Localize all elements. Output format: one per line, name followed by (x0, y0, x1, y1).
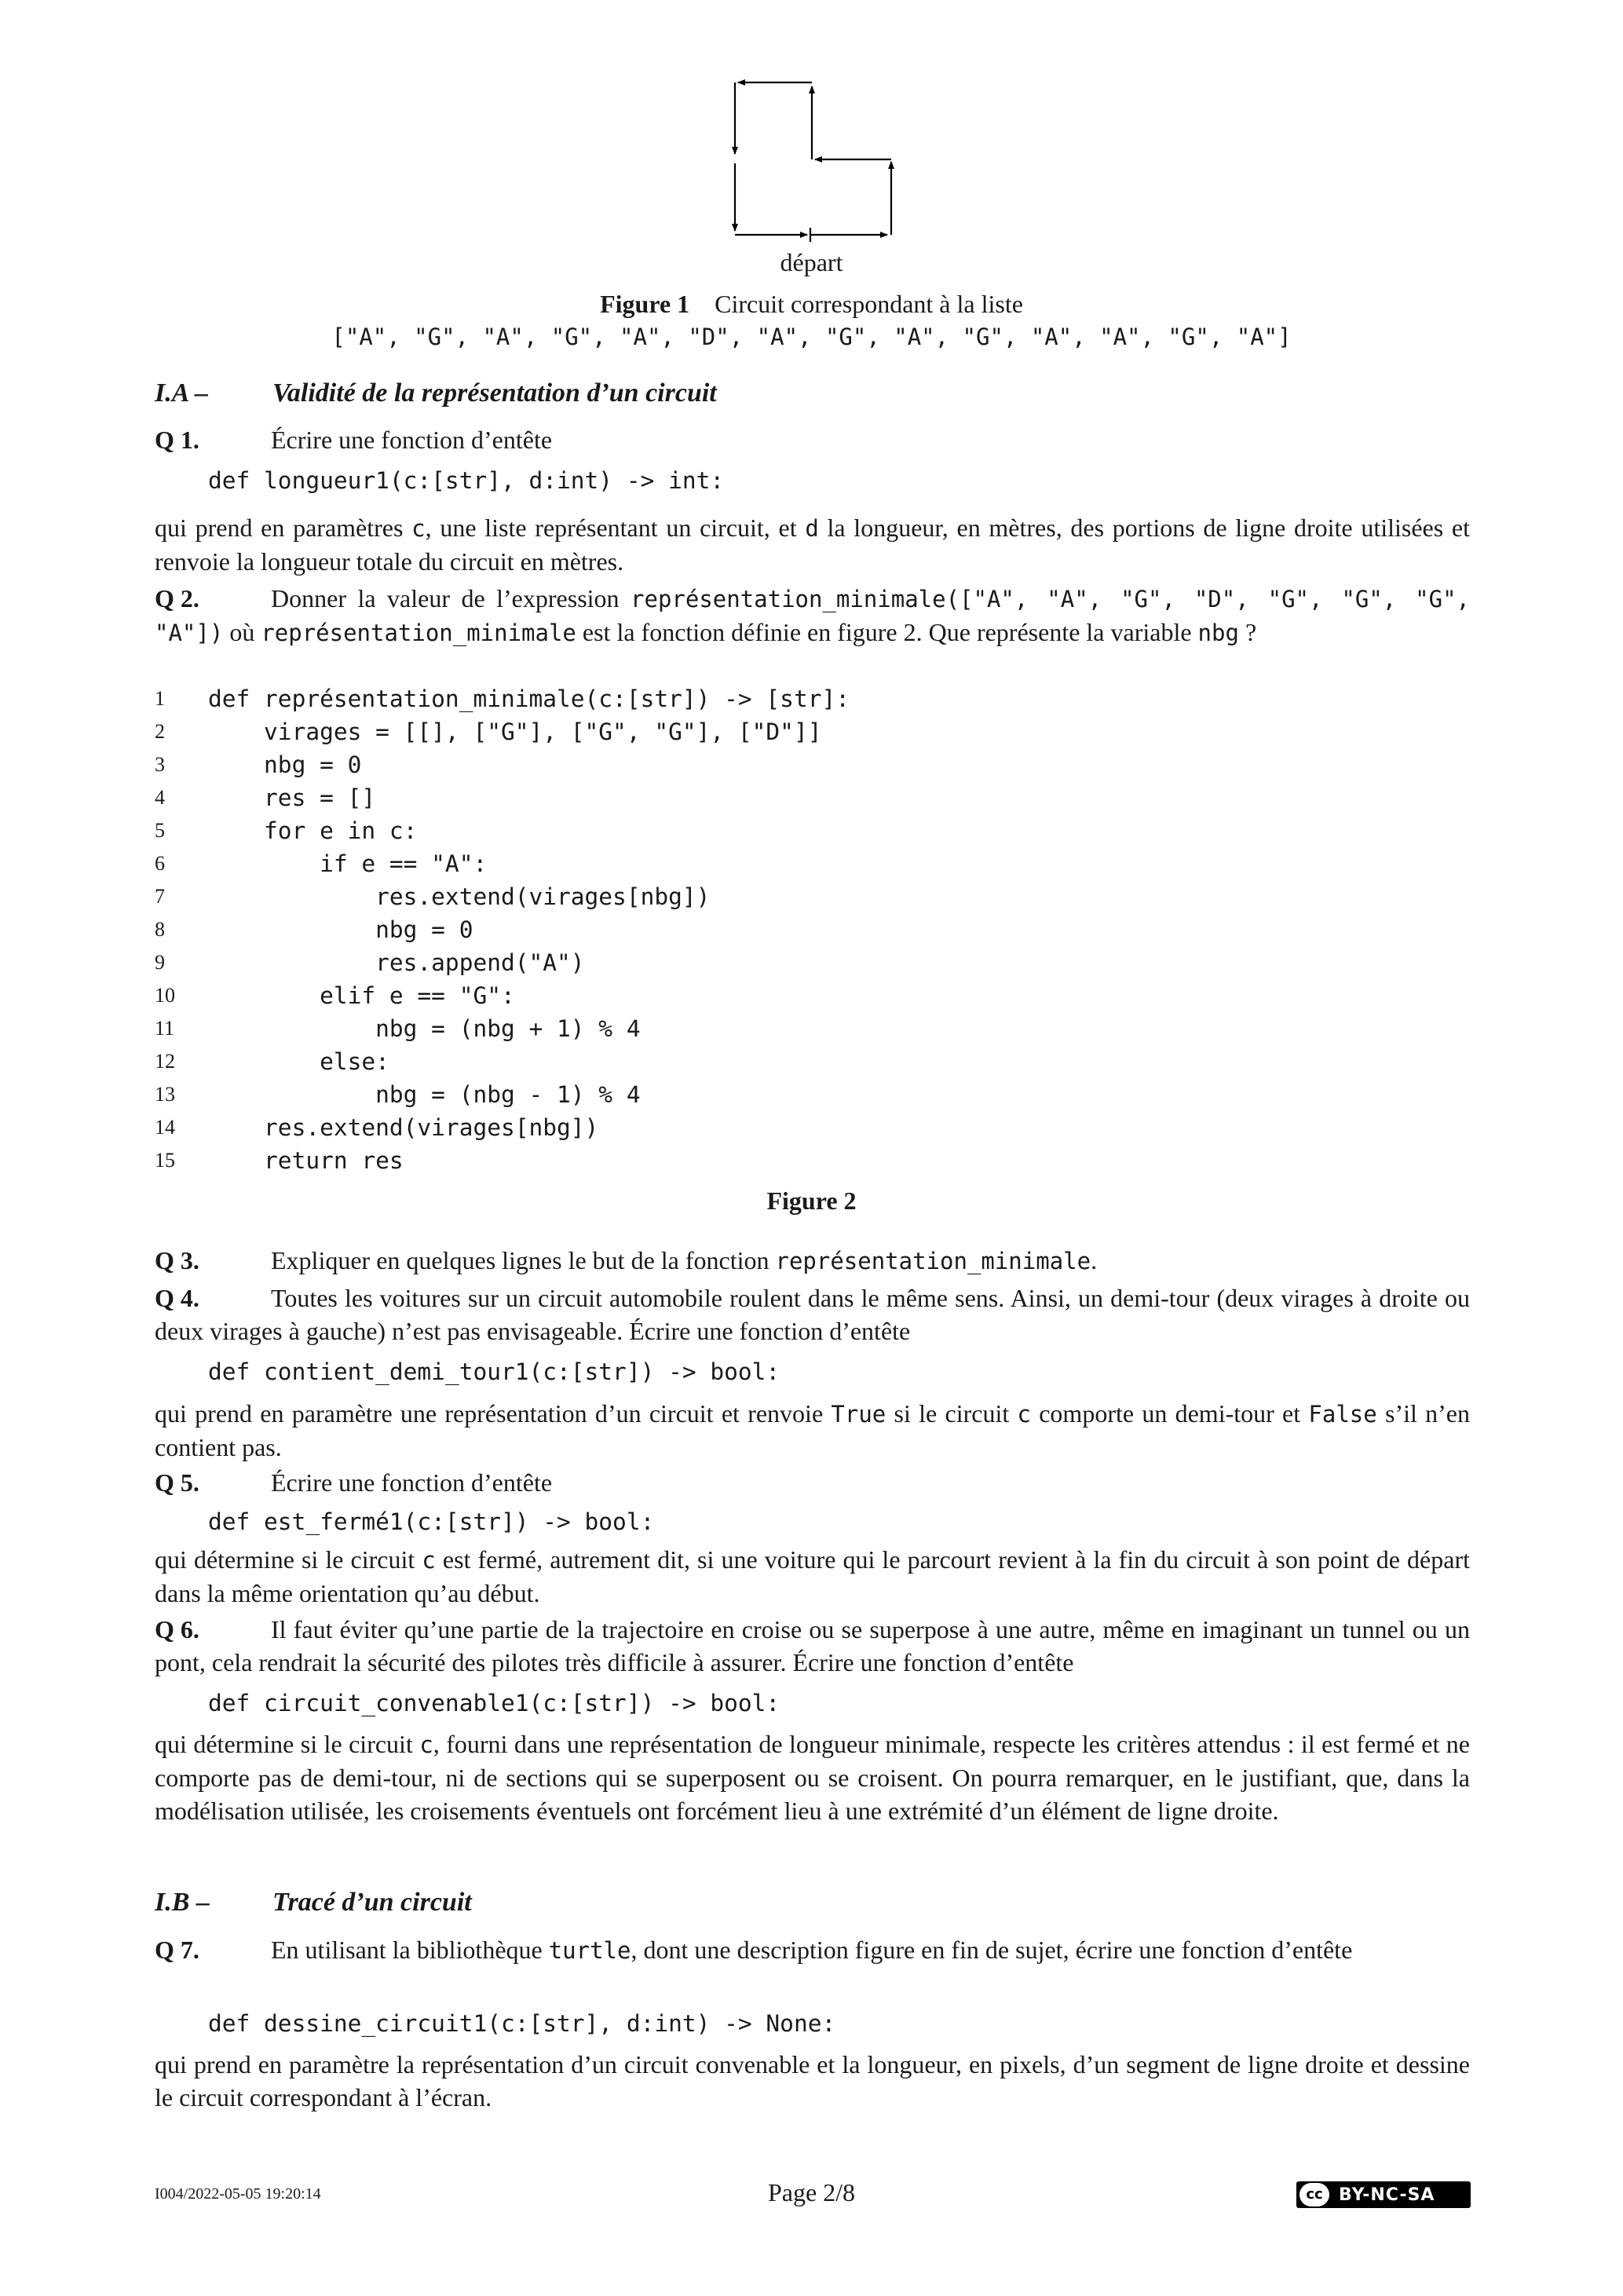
line-number: 13 (155, 1083, 175, 1106)
code-line: nbg = 0 (208, 751, 362, 778)
inline-code: c (419, 1731, 433, 1758)
depart-label: départ (780, 248, 843, 276)
code-line: def représentation_minimale(c:[str]) -> [str]: (208, 686, 850, 712)
line-number: 9 (155, 951, 165, 974)
text: qui détermine si le circuit (155, 1545, 422, 1574)
line-number: 1 (155, 687, 165, 710)
figure2-caption: Figure 2 (766, 1186, 857, 1215)
line-number: 3 (155, 753, 165, 776)
page-number: Page 2/8 (767, 2178, 856, 2206)
code-line: nbg = (nbg + 1) % 4 (208, 1015, 641, 1042)
q4-description (155, 1397, 1470, 1464)
code-line: return res (208, 1147, 404, 1174)
question-text: Écrire une fonction d’entête (271, 1468, 553, 1497)
line-number: 14 (155, 1116, 175, 1139)
text: la longueur, en mètres, des portions de ligne droite utilisées et renvoie la longueur totale du circuit en mètres. (155, 514, 1471, 576)
section-heading-IA (155, 378, 717, 408)
q5-signature: def est_fermé1(c:[str]) -> bool: (208, 1508, 655, 1535)
line-number: 12 (155, 1050, 175, 1073)
section-title: Validité de la représentation d’un circuit (272, 378, 717, 408)
code-line: if e == "A": (208, 850, 488, 877)
figure1-caption-title: Figure 1 (600, 290, 690, 318)
inline-code: False (1308, 1401, 1377, 1428)
inline-code: c (422, 1547, 436, 1574)
code-line: res.append("A") (208, 949, 585, 976)
cc-logo-icon: cc (1299, 2183, 1329, 2206)
text: , une liste représentant un circuit, et (425, 514, 806, 542)
question-label: Q 6. (155, 1615, 199, 1643)
footer-id: I004/2022-05-05 19:20:14 (155, 2185, 321, 2203)
code-line: nbg = (nbg - 1) % 4 (208, 1081, 641, 1108)
code-line: res.extend(virages[nbg]) (208, 883, 711, 910)
question-label: Q 4. (155, 1284, 199, 1312)
figure1-caption (0, 287, 1623, 320)
q1-signature: def longueur1(c:[str], d:int) -> int: (208, 467, 725, 494)
question-5 (155, 1466, 1470, 1499)
inline-code: représentation_minimale (261, 620, 576, 646)
line-number: 4 (155, 786, 165, 809)
section-number: I.B – (155, 1888, 210, 1917)
line-number: 15 (155, 1149, 175, 1172)
q6-signature: def circuit_convenable1(c:[str]) -> bool: (208, 1690, 780, 1717)
text: qui prend en paramètres (155, 514, 412, 542)
question-label: Q 3. (155, 1246, 199, 1274)
text: où (223, 618, 261, 646)
question-label: Q 5. (155, 1468, 199, 1497)
text: si le circuit (886, 1399, 1018, 1428)
line-number: 6 (155, 852, 165, 875)
text: comporte un demi-tour et (1030, 1399, 1309, 1428)
text: est fermé, autrement dit, si une voiture qui le parcourt revient à la fin du circuit à son point de départ dans la même orientation qu’au début. (155, 1545, 1471, 1607)
code-line: res = [] (208, 784, 376, 811)
text: Donner la valeur de l’expression (271, 584, 631, 612)
q5-description (155, 1543, 1470, 1610)
inline-code: représentation_minimale (775, 1248, 1091, 1274)
code-line: for e in c: (208, 817, 418, 844)
section-title: Tracé d’un circuit (272, 1888, 472, 1917)
question-6 (155, 1613, 1470, 1679)
q7-description: qui prend en paramètre la représentation d’un circuit convenable et la longueur, en pixels, d’un segment de ligne droite et dessine le circuit correspondant à l’écran. (155, 2050, 1470, 2111)
question-1 (155, 423, 1470, 456)
text: Toutes les voitures sur un circuit automobile roulent dans le même sens. Ainsi, un demi-tour (deux virages à droite ou deux virages à gauche) n’est pas envisageable. Écrire une fonction d’entête (155, 1284, 1470, 1345)
line-number: 11 (155, 1017, 175, 1040)
q4-signature: def contient_demi_tour1(c:[str]) -> bool: (208, 1358, 780, 1385)
text: qui détermine si le circuit (155, 1730, 420, 1758)
figure1-caption-text: Circuit correspondant à la liste (715, 290, 1023, 318)
question-text: Écrire une fonction d’entête (271, 426, 553, 454)
code-line: elif e == "G": (208, 982, 515, 1009)
question-label: Q 7. (155, 1936, 199, 1964)
q6-description (155, 1727, 1470, 1827)
line-number: 7 (155, 885, 165, 908)
text: , fourni dans une représentation de longueur minimale, respecte les critères attendus : il est fermé et ne comporte pas de demi-tour, ni de sections qui se superposent ou se croisent. On pourra remarquer, en le justifiant, que, dans la modélisation utilisée, les croisements éventuels ont forcément lieu à une extrémité d’un élément de ligne droite. (155, 1730, 1471, 1825)
line-number: 5 (155, 819, 165, 842)
question-3 (155, 1244, 1470, 1278)
section-number: I.A – (155, 378, 209, 408)
question-label: Q 1. (155, 426, 199, 454)
inline-code: d (805, 515, 819, 542)
line-number: 10 (155, 984, 175, 1007)
text: En utilisant la bibliothèque (271, 1936, 549, 1964)
text: s’il n’en contient pas. (155, 1399, 1470, 1461)
inline-code: nbg (1197, 620, 1239, 646)
inline-code: c (411, 515, 426, 542)
question-7 (155, 1933, 1470, 1967)
line-number: 8 (155, 918, 165, 941)
line-number: 2 (155, 720, 165, 743)
text: . (1091, 1246, 1098, 1274)
code-line: virages = [[], ["G"], ["G", "G"], ["D"]] (208, 718, 822, 745)
inline-code: turtle (548, 1937, 631, 1964)
question-label: Q 2. (155, 584, 199, 612)
inline-code: c (1017, 1401, 1031, 1428)
license-badge (1296, 2181, 1471, 2208)
text: ? (1238, 618, 1257, 646)
q1-description (155, 511, 1470, 578)
license-label: BY-NC-SA (1339, 2184, 1435, 2205)
circuit-diagram (0, 0, 1623, 267)
text: qui prend en paramètre une représentation d’un circuit et renvoie (155, 1399, 832, 1428)
section-heading-IB (155, 1888, 472, 1918)
text: est la fonction définie en figure 2. Que représente la variable (576, 618, 1198, 646)
text: Expliquer en quelques lignes le but de la fonction (271, 1246, 776, 1274)
text: , dont une description figure en fin de sujet, écrire une fonction d’entête (631, 1936, 1353, 1964)
figure1-caption-list: ["A", "G", "A", "G", "A", "D", "A", "G", "A", "G", "A", "A", "G", "A"] (331, 324, 1292, 350)
q7-signature: def dessine_circuit1(c:[str], d:int) -> None: (208, 2010, 836, 2037)
question-2 (155, 582, 1470, 649)
code-line: res.extend(virages[nbg]) (208, 1114, 599, 1141)
question-4 (155, 1281, 1470, 1347)
text: Il faut éviter qu’une partie de la trajectoire en croise ou se superpose à une autre, même en imaginant un tunnel ou un pont, cela rendrait la sécurité des pilotes très difficile à assurer. Écrire une fonction d’entête (155, 1615, 1470, 1676)
code-line: nbg = 0 (208, 916, 473, 943)
code-line: else: (208, 1048, 389, 1075)
inline-code: True (831, 1401, 886, 1428)
inline-code: représentation_minimale(["A", "A", "G", "D", "G", "G", "G", "A"]) (155, 586, 1471, 646)
